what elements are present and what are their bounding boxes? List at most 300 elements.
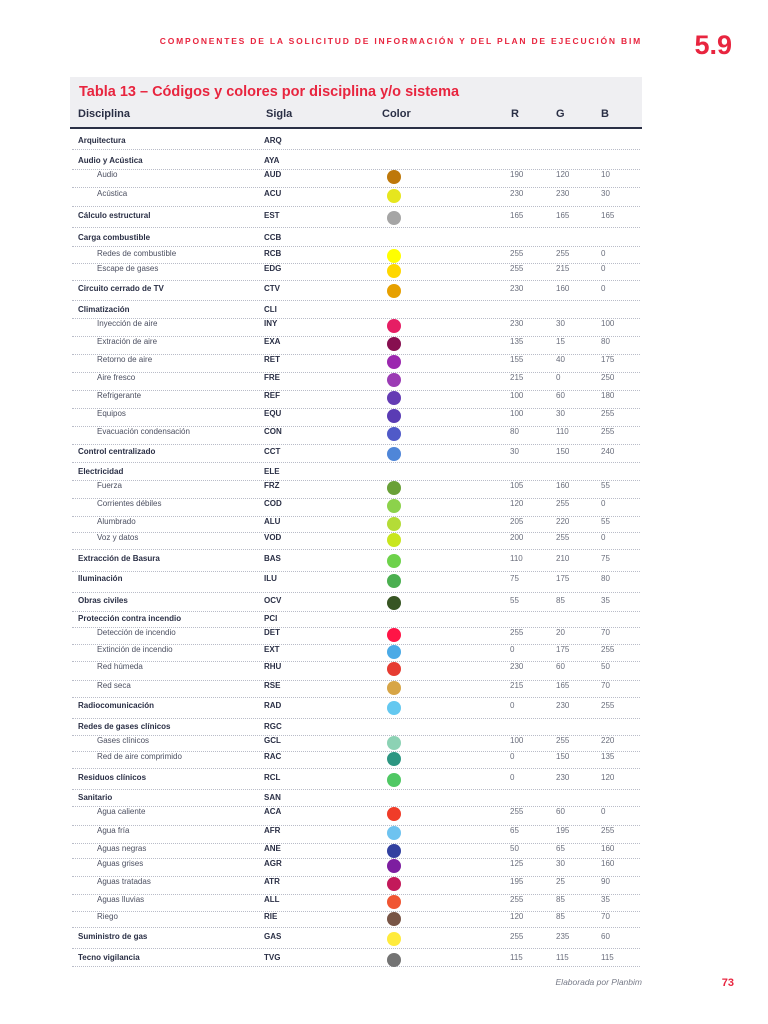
subdiscipline-name: Red de aire comprimido: [97, 752, 182, 761]
code-cell: AUD: [264, 170, 282, 179]
r-value: 115: [510, 953, 523, 962]
table-row: [72, 427, 640, 445]
subdiscipline-name: Gases clínicos: [97, 736, 150, 745]
b-value: 0: [601, 284, 606, 293]
code-cell: RAD: [264, 701, 282, 710]
b-value: 135: [601, 752, 615, 761]
color-swatch: [387, 447, 401, 461]
table-row: [72, 211, 640, 228]
r-value: 0: [510, 773, 515, 782]
g-value: 255: [556, 533, 570, 542]
table-row: [72, 337, 640, 355]
b-value: 255: [601, 427, 615, 436]
color-swatch: [387, 877, 401, 891]
b-value: 10: [601, 170, 610, 179]
r-value: 50: [510, 844, 519, 853]
b-value: 70: [601, 912, 610, 921]
discipline-name: Iluminación: [78, 574, 123, 583]
g-value: 20: [556, 628, 565, 637]
discipline-name: Suministro de gas: [78, 932, 148, 941]
subdiscipline-name: Red húmeda: [97, 662, 143, 671]
header-rule: [70, 127, 642, 129]
g-value: 160: [556, 284, 570, 293]
code-cell: PCI: [264, 614, 278, 623]
color-swatch: [387, 554, 401, 568]
subdiscipline-name: Aguas lluvias: [97, 895, 145, 904]
code-cell: CTV: [264, 284, 280, 293]
discipline-name: Obras civiles: [78, 596, 128, 605]
color-swatch: [387, 681, 401, 695]
b-value: 0: [601, 807, 606, 816]
code-cell: ACU: [264, 189, 282, 198]
code-cell: ALL: [264, 895, 280, 904]
r-value: 0: [510, 752, 515, 761]
discipline-name: Extracción de Basura: [78, 554, 160, 563]
code-cell: TVG: [264, 953, 281, 962]
g-value: 175: [556, 645, 570, 654]
color-swatch: [387, 953, 401, 967]
color-swatch: [387, 189, 401, 203]
g-value: 165: [556, 211, 570, 220]
code-cell: ATR: [264, 877, 280, 886]
code-cell: EST: [264, 211, 280, 220]
code-cell: RSE: [264, 681, 281, 690]
r-value: 155: [510, 355, 524, 364]
subdiscipline-name: Corrientes débiles: [97, 499, 162, 508]
r-value: 195: [510, 877, 524, 886]
r-value: 110: [510, 554, 523, 563]
discipline-name: Climatización: [78, 305, 130, 314]
r-value: 0: [510, 645, 515, 654]
table-row: [72, 701, 640, 719]
subdiscipline-name: Redes de combustible: [97, 249, 177, 258]
color-swatch: [387, 844, 401, 858]
code-cell: EXA: [264, 337, 281, 346]
table-row: [72, 574, 640, 593]
column-header-disciplina: Disciplina: [78, 108, 130, 120]
subdiscipline-name: Aguas grises: [97, 859, 144, 868]
color-swatch: [387, 773, 401, 787]
code-cell: FRE: [264, 373, 280, 382]
color-swatch: [387, 932, 401, 946]
column-header-sigla: Sigla: [266, 108, 293, 120]
table-row: [72, 156, 640, 170]
color-swatch: [387, 481, 401, 495]
color-swatch: [387, 499, 401, 513]
code-cell: DET: [264, 628, 280, 637]
code-cell: EXT: [264, 645, 280, 654]
g-value: 255: [556, 499, 570, 508]
g-value: 210: [556, 554, 570, 563]
b-value: 55: [601, 481, 610, 490]
subdiscipline-name: Detección de incendio: [97, 628, 176, 637]
table-row: [72, 264, 640, 281]
g-value: 195: [556, 826, 570, 835]
table-row: [72, 355, 640, 373]
table-row: [72, 249, 640, 264]
code-cell: VOD: [264, 533, 282, 542]
discipline-name: Electricidad: [78, 467, 124, 476]
table-row: [72, 681, 640, 698]
color-swatch: [387, 752, 401, 766]
g-value: 30: [556, 409, 565, 418]
subdiscipline-name: Aire fresco: [97, 373, 136, 382]
table-row: [72, 499, 640, 517]
b-value: 0: [601, 499, 606, 508]
discipline-name: Tecno vigilancia: [78, 953, 140, 962]
subdiscipline-name: Retorno de aire: [97, 355, 153, 364]
b-value: 35: [601, 895, 610, 904]
g-value: 15: [556, 337, 565, 346]
code-cell: SAN: [264, 793, 281, 802]
subdiscipline-name: Agua caliente: [97, 807, 146, 816]
table-row: [72, 912, 640, 928]
b-value: 70: [601, 628, 610, 637]
table-row: [72, 752, 640, 769]
subdiscipline-name: Refrigerante: [97, 391, 142, 400]
discipline-name: Residuos clínicos: [78, 773, 147, 782]
b-value: 0: [601, 249, 606, 258]
b-value: 70: [601, 681, 610, 690]
table-row: [72, 662, 640, 681]
subdiscipline-name: Evacuación condensación: [97, 427, 190, 436]
table-row: [72, 136, 640, 150]
color-swatch: [387, 596, 401, 610]
subdiscipline-name: Audio: [97, 170, 118, 179]
subdiscipline-name: Red seca: [97, 681, 131, 690]
g-value: 150: [556, 752, 570, 761]
color-swatch: [387, 895, 401, 909]
code-cell: FRZ: [264, 481, 280, 490]
g-value: 85: [556, 895, 565, 904]
b-value: 60: [601, 932, 610, 941]
color-swatch: [387, 574, 401, 588]
r-value: 55: [510, 596, 519, 605]
r-value: 190: [510, 170, 524, 179]
color-swatch: [387, 319, 401, 333]
color-swatch: [387, 284, 401, 298]
subdiscipline-name: Escape de gases: [97, 264, 159, 273]
b-value: 250: [601, 373, 615, 382]
table-row: [72, 467, 640, 481]
g-value: 85: [556, 596, 565, 605]
subdiscipline-name: Inyección de aire: [97, 319, 158, 328]
discipline-name: Circuito cerrado de TV: [78, 284, 164, 293]
code-cell: RGC: [264, 722, 282, 731]
g-value: 60: [556, 807, 565, 816]
table-row: [72, 170, 640, 188]
r-value: 215: [510, 373, 524, 382]
color-swatch: [387, 427, 401, 441]
b-value: 240: [601, 447, 615, 456]
page-number: 73: [721, 977, 734, 989]
r-value: 100: [510, 391, 524, 400]
table-row: [72, 645, 640, 662]
running-header: COMPONENTES DE LA SOLICITUD DE INFORMACIÓN Y DEL PLAN DE EJECUCIÓN BIM: [159, 36, 642, 46]
code-cell: INY: [264, 319, 278, 328]
color-swatch: [387, 355, 401, 369]
table-row: [72, 391, 640, 409]
b-value: 255: [601, 826, 615, 835]
table-row: [72, 481, 640, 499]
g-value: 220: [556, 517, 570, 526]
color-swatch: [387, 645, 401, 659]
b-value: 180: [601, 391, 615, 400]
code-cell: ELE: [264, 467, 280, 476]
subdiscipline-name: Extración de aire: [97, 337, 158, 346]
r-value: 105: [510, 481, 524, 490]
color-swatch: [387, 373, 401, 387]
color-swatch: [387, 517, 401, 531]
g-value: 115: [556, 953, 569, 962]
g-value: 85: [556, 912, 565, 921]
table-row: [72, 189, 640, 207]
r-value: 120: [510, 499, 524, 508]
code-cell: ACA: [264, 807, 282, 816]
r-value: 255: [510, 932, 524, 941]
section-number: 5.9: [694, 30, 732, 60]
r-value: 255: [510, 249, 524, 258]
code-cell: RIE: [264, 912, 278, 921]
code-cell: GCL: [264, 736, 281, 745]
code-cell: GAS: [264, 932, 282, 941]
discipline-name: Redes de gases clínicos: [78, 722, 171, 731]
r-value: 230: [510, 319, 524, 328]
table-row: [72, 533, 640, 550]
r-value: 125: [510, 859, 524, 868]
b-value: 175: [601, 355, 615, 364]
column-header-color: Color: [382, 108, 411, 120]
code-cell: ANE: [264, 844, 281, 853]
subdiscipline-name: Acústica: [97, 189, 128, 198]
table-row: [72, 554, 640, 572]
color-swatch: [387, 211, 401, 225]
code-cell: EDG: [264, 264, 282, 273]
r-value: 100: [510, 736, 524, 745]
color-swatch: [387, 409, 401, 423]
code-cell: ALU: [264, 517, 281, 526]
code-cell: CON: [264, 427, 282, 436]
r-value: 75: [510, 574, 519, 583]
table-row: [72, 895, 640, 912]
code-cell: RET: [264, 355, 280, 364]
code-cell: RHU: [264, 662, 282, 671]
color-swatch: [387, 628, 401, 642]
subdiscipline-name: Riego: [97, 912, 118, 921]
color-swatch: [387, 249, 401, 263]
r-value: 230: [510, 284, 524, 293]
code-cell: CLI: [264, 305, 277, 314]
r-value: 255: [510, 895, 524, 904]
discipline-name: Audio y Acústica: [78, 156, 143, 165]
code-cell: CCT: [264, 447, 281, 456]
b-value: 80: [601, 574, 610, 583]
r-value: 215: [510, 681, 524, 690]
table-row: [72, 517, 640, 533]
subdiscipline-name: Agua fría: [97, 826, 130, 835]
discipline-name: Control centralizado: [78, 447, 156, 456]
discipline-name: Carga combustible: [78, 233, 151, 242]
g-value: 255: [556, 736, 570, 745]
table-row: [72, 319, 640, 337]
b-value: 165: [601, 211, 615, 220]
column-header-r: R: [511, 108, 519, 120]
b-value: 160: [601, 844, 615, 853]
g-value: 0: [556, 373, 561, 382]
table-row: [72, 284, 640, 301]
r-value: 255: [510, 264, 524, 273]
table-row: [72, 807, 640, 826]
code-cell: RCL: [264, 773, 281, 782]
table-row: [72, 722, 640, 736]
r-value: 205: [510, 517, 524, 526]
color-swatch: [387, 264, 401, 278]
subdiscipline-name: Aguas tratadas: [97, 877, 151, 886]
g-value: 160: [556, 481, 570, 490]
g-value: 230: [556, 701, 570, 710]
table-row: [72, 793, 640, 807]
g-value: 60: [556, 662, 565, 671]
table-row: [72, 305, 640, 319]
r-value: 135: [510, 337, 524, 346]
g-value: 165: [556, 681, 570, 690]
code-cell: RAC: [264, 752, 282, 761]
b-value: 35: [601, 596, 610, 605]
code-cell: ARQ: [264, 136, 282, 145]
code-cell: AFR: [264, 826, 281, 835]
g-value: 215: [556, 264, 570, 273]
color-swatch: [387, 807, 401, 821]
code-cell: AYA: [264, 156, 280, 165]
code-cell: EQU: [264, 409, 282, 418]
discipline-name: Arquitectura: [78, 136, 126, 145]
r-value: 165: [510, 211, 524, 220]
b-value: 0: [601, 264, 606, 273]
g-value: 120: [556, 170, 570, 179]
color-swatch: [387, 859, 401, 873]
table-row: [72, 877, 640, 895]
color-swatch: [387, 391, 401, 405]
code-cell: RCB: [264, 249, 282, 258]
subdiscipline-name: Fuerza: [97, 481, 122, 490]
g-value: 30: [556, 859, 565, 868]
r-value: 0: [510, 701, 515, 710]
g-value: 40: [556, 355, 565, 364]
column-header-b: B: [601, 108, 609, 120]
r-value: 255: [510, 807, 524, 816]
color-swatch: [387, 912, 401, 926]
table-row: [72, 447, 640, 463]
r-value: 30: [510, 447, 519, 456]
color-swatch: [387, 701, 401, 715]
color-swatch: [387, 337, 401, 351]
r-value: 255: [510, 628, 524, 637]
subdiscipline-name: Extinción de incendio: [97, 645, 173, 654]
table-row: [72, 844, 640, 859]
r-value: 100: [510, 409, 524, 418]
b-value: 30: [601, 189, 610, 198]
r-value: 200: [510, 533, 524, 542]
r-value: 80: [510, 427, 519, 436]
g-value: 30: [556, 319, 565, 328]
subdiscipline-name: Voz y datos: [97, 533, 139, 542]
r-value: 120: [510, 912, 524, 921]
color-swatch: [387, 826, 401, 840]
discipline-name: Cálculo estructural: [78, 211, 151, 220]
code-cell: CCB: [264, 233, 282, 242]
code-cell: AGR: [264, 859, 282, 868]
code-cell: COD: [264, 499, 282, 508]
g-value: 230: [556, 773, 570, 782]
b-value: 55: [601, 517, 610, 526]
g-value: 60: [556, 391, 565, 400]
table-row: [72, 233, 640, 247]
color-swatch: [387, 736, 401, 750]
table-row: [72, 614, 640, 628]
color-swatch: [387, 662, 401, 676]
b-value: 115: [601, 953, 614, 962]
table-row: [72, 773, 640, 790]
g-value: 230: [556, 189, 570, 198]
b-value: 50: [601, 662, 610, 671]
discipline-name: Protección contra incendio: [78, 614, 182, 623]
g-value: 25: [556, 877, 565, 886]
b-value: 255: [601, 701, 615, 710]
b-value: 220: [601, 736, 615, 745]
subdiscipline-name: Aguas negras: [97, 844, 147, 853]
table-row: [72, 859, 640, 877]
g-value: 235: [556, 932, 570, 941]
g-value: 255: [556, 249, 570, 258]
footer-credit: Elaborada por Planbim: [555, 977, 642, 987]
discipline-name: Radiocomunicación: [78, 701, 155, 710]
b-value: 255: [601, 645, 615, 654]
g-value: 110: [556, 427, 569, 436]
b-value: 0: [601, 533, 606, 542]
code-cell: OCV: [264, 596, 282, 605]
subdiscipline-name: Alumbrado: [97, 517, 136, 526]
table-row: [72, 736, 640, 752]
b-value: 80: [601, 337, 610, 346]
code-cell: BAS: [264, 554, 281, 563]
r-value: 65: [510, 826, 519, 835]
b-value: 160: [601, 859, 615, 868]
discipline-name: Sanitario: [78, 793, 113, 802]
b-value: 255: [601, 409, 615, 418]
table-row: [72, 953, 640, 967]
color-swatch: [387, 533, 401, 547]
table-row: [72, 826, 640, 844]
b-value: 100: [601, 319, 615, 328]
b-value: 75: [601, 554, 610, 563]
column-header-g: G: [556, 108, 565, 120]
table-row: [72, 628, 640, 645]
table-title: Tabla 13 – Códigos y colores por disciplina y/o sistema: [79, 84, 460, 100]
b-value: 90: [601, 877, 610, 886]
b-value: 120: [601, 773, 615, 782]
code-cell: REF: [264, 391, 280, 400]
subdiscipline-name: Equipos: [97, 409, 126, 418]
table-row: [72, 373, 640, 391]
table-row: [72, 932, 640, 949]
g-value: 150: [556, 447, 570, 456]
code-cell: ILU: [264, 574, 277, 583]
color-swatch: [387, 170, 401, 184]
g-value: 65: [556, 844, 565, 853]
g-value: 175: [556, 574, 570, 583]
table-row: [72, 409, 640, 427]
r-value: 230: [510, 662, 524, 671]
